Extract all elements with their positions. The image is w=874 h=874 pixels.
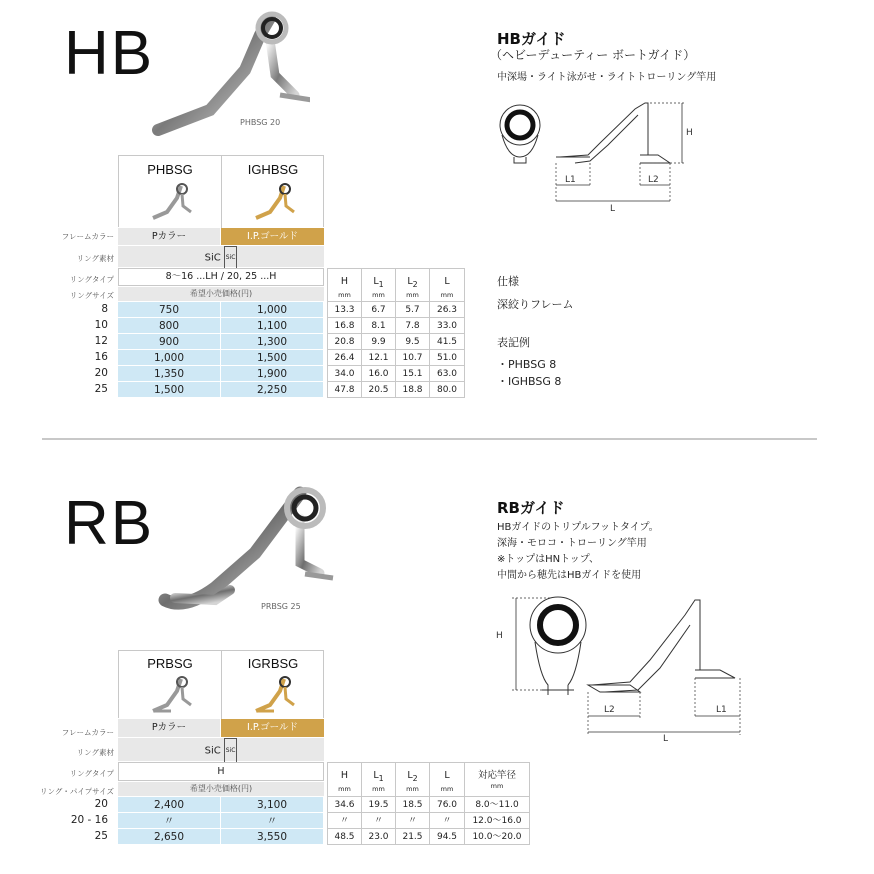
hb-dimension-diagram xyxy=(490,95,710,220)
hb-price-g: 2,250 xyxy=(221,382,324,398)
table-row xyxy=(328,813,530,829)
hb-g-thumb xyxy=(252,180,297,222)
rb-label-size: リング・パイプサイズ xyxy=(39,787,114,796)
hb-sic-badge: SiC xyxy=(224,246,238,269)
rb-dim-l2-head: $L_2$ mm xyxy=(396,763,430,797)
rb-size: 20 xyxy=(94,798,108,810)
rb-line-1: HBガイドのトリプルフットタイプ。 xyxy=(497,522,659,533)
rb-price-p: 2,400 xyxy=(118,797,221,813)
rb-sic-badge: SiC xyxy=(224,738,238,763)
hb-price-p: 750 xyxy=(118,302,221,318)
hb-dim-h: 20.8 xyxy=(328,334,362,350)
hb-price-p: 1,000 xyxy=(118,350,221,366)
rb-frame-p: Pカラー xyxy=(118,719,220,737)
hb-dim-l2-head: $L_2$ mm xyxy=(396,269,430,302)
rb-dim-l2: 〃 xyxy=(396,813,430,829)
hb-dim-l2: 7.8 xyxy=(396,318,430,334)
hb-usage: 中深場・ライト泳がせ・ライトトローリング竿用 xyxy=(497,72,717,83)
rb-photo-caption: PRBSG 25 xyxy=(261,602,301,611)
hb-dim-l2: 18.8 xyxy=(396,382,430,398)
rb-price-header: 希望小売価格(円) xyxy=(118,782,324,796)
rb-dim-l: 〃 xyxy=(430,813,465,829)
hb-price-g: 1,100 xyxy=(221,318,324,334)
hb-price-p: 900 xyxy=(118,334,221,350)
table-row xyxy=(328,350,465,366)
rb-price-p: 〃 xyxy=(118,813,221,829)
rb-diag-l2: L2 xyxy=(604,705,615,715)
hb-label-type: リングタイプ xyxy=(69,275,114,284)
hb-dim-l1: 8.1 xyxy=(362,318,396,334)
hb-frame-p: Pカラー xyxy=(118,228,220,245)
hb-dim-l-head: L mm xyxy=(430,269,465,302)
hb-dim-l2: 9.5 xyxy=(396,334,430,350)
rb-dim-l: 76.0 xyxy=(430,797,465,813)
hb-size: 16 xyxy=(94,351,108,363)
rb-dim-l1: 23.0 xyxy=(362,829,396,845)
hb-label-frame: フレームカラー xyxy=(61,232,114,241)
rb-price-g: 〃 xyxy=(221,813,324,829)
rb-title: RBガイド xyxy=(497,499,565,517)
hb-dim-l: 41.5 xyxy=(430,334,465,350)
rb-dim-l2: 21.5 xyxy=(396,829,430,845)
rb-price-p: 2,650 xyxy=(118,829,221,845)
hb-ring-type: 8～16 ...LH / 20, 25 ...H xyxy=(118,268,324,286)
rb-dim-h-head: H mm xyxy=(328,763,362,797)
hb-price-p: 800 xyxy=(118,318,221,334)
rb-dim-l1-head: $L_1$ mm xyxy=(362,763,396,797)
hb-dim-l1: 9.9 xyxy=(362,334,396,350)
section-divider xyxy=(42,438,817,440)
rb-g-thumb xyxy=(252,673,297,715)
hb-dim-h: 16.8 xyxy=(328,318,362,334)
hb-model-p: PHBSG xyxy=(147,162,193,177)
hb-dim-l: 33.0 xyxy=(430,318,465,334)
rb-label-type: リングタイプ xyxy=(69,769,114,778)
hb-dim-l2: 15.1 xyxy=(396,366,430,382)
hb-example-title: 表記例 xyxy=(497,336,530,349)
hb-dim-h: 34.0 xyxy=(328,366,362,382)
rb-dim-h: 34.6 xyxy=(328,797,362,813)
hb-dim-table xyxy=(327,268,465,398)
hb-dim-l: 63.0 xyxy=(430,366,465,382)
hb-example-1: ・PHBSG 8 xyxy=(497,358,557,371)
rb-dim-l1: 19.5 xyxy=(362,797,396,813)
hb-label-material: リング素材 xyxy=(76,254,114,263)
hb-model-header xyxy=(118,155,324,227)
rb-frame-g: I.P.ゴールド xyxy=(221,719,324,737)
hb-frame-g: I.P.ゴールド xyxy=(221,228,324,245)
rb-dim-rod: 8.0～11.0 xyxy=(465,797,530,813)
hb-diag-l: L xyxy=(610,204,616,214)
rb-dim-header xyxy=(328,763,530,797)
hb-size: 12 xyxy=(94,335,108,347)
hb-spec-value: 深絞りフレーム xyxy=(497,298,574,311)
rb-label-frame: フレームカラー xyxy=(61,728,114,737)
rb-model-g: IGRBSG xyxy=(247,656,299,671)
table-row xyxy=(328,302,465,318)
hb-guide-photo xyxy=(150,0,310,140)
rb-dim-table xyxy=(327,762,530,845)
hb-size: 10 xyxy=(94,319,108,331)
rb-size: 20 - 16 xyxy=(70,814,108,826)
table-row xyxy=(328,318,465,334)
hb-label-size: リングサイズ xyxy=(69,291,114,300)
hb-size: 20 xyxy=(94,367,108,379)
rb-line-4: 中間から穂先はHBガイドを使用 xyxy=(497,570,642,581)
table-row xyxy=(328,334,465,350)
rb-dim-l2: 18.5 xyxy=(396,797,430,813)
hb-dim-h-head: H mm xyxy=(328,269,362,302)
table-row xyxy=(328,829,530,845)
hb-dim-h: 26.4 xyxy=(328,350,362,366)
hb-dim-l: 51.0 xyxy=(430,350,465,366)
rb-dimension-diagram xyxy=(490,590,750,745)
hb-dim-l: 26.3 xyxy=(430,302,465,318)
rb-diag-l1: L1 xyxy=(716,705,727,715)
rb-dim-l1: 〃 xyxy=(362,813,396,829)
hb-dim-l: 80.0 xyxy=(430,382,465,398)
rb-ring-type: H xyxy=(118,762,324,781)
hb-dim-l2: 10.7 xyxy=(396,350,430,366)
hb-price-g: 1,900 xyxy=(221,366,324,382)
hb-dim-l1-head: $L_1$ mm xyxy=(362,269,396,302)
rb-model-header xyxy=(118,650,324,718)
hb-dim-l1: 12.1 xyxy=(362,350,396,366)
hb-dim-h: 47.8 xyxy=(328,382,362,398)
hb-model-g: IGHBSG xyxy=(247,162,299,177)
hb-price-g: 1,500 xyxy=(221,350,324,366)
rb-label-material: リング素材 xyxy=(76,748,114,757)
hb-size: 25 xyxy=(94,383,108,395)
hb-price-header: 希望小売価格(円) xyxy=(118,287,324,301)
rb-dim-rod: 10.0～20.0 xyxy=(465,829,530,845)
hb-price-p: 1,350 xyxy=(118,366,221,382)
hb-dim-header xyxy=(328,269,465,302)
rb-model-p: PRBSG xyxy=(147,656,193,671)
rb-line-2: 深海・モロコ・トローリング竿用 xyxy=(497,538,647,549)
hb-diag-l1: L1 xyxy=(565,175,576,185)
rb-dim-h: 〃 xyxy=(328,813,362,829)
hb-dim-l1: 6.7 xyxy=(362,302,396,318)
hb-photo-caption: PHBSG 20 xyxy=(240,118,281,127)
hb-diag-l2: L2 xyxy=(648,175,659,185)
hb-subtitle: （ヘビーデューティー ボートガイド） xyxy=(490,48,696,62)
rb-line-3: ※トップはHNトップ、 xyxy=(497,554,599,565)
hb-size: 8 xyxy=(101,303,108,315)
rb-price-g: 3,550 xyxy=(221,829,324,845)
rb-dim-h: 48.5 xyxy=(328,829,362,845)
hb-title: HBガイド xyxy=(497,30,566,48)
rb-price-g: 3,100 xyxy=(221,797,324,813)
rb-dim-l: 94.5 xyxy=(430,829,465,845)
rb-code: RB xyxy=(64,489,155,558)
rb-guide-photo xyxy=(155,478,335,618)
rb-dim-l-head: L mm xyxy=(430,763,465,797)
hb-dim-l2: 5.7 xyxy=(396,302,430,318)
hb-dim-l1: 20.5 xyxy=(362,382,396,398)
hb-price-g: 1,300 xyxy=(221,334,324,350)
rb-size: 25 xyxy=(94,830,108,842)
rb-diag-l: L xyxy=(663,734,669,744)
hb-price-g: 1,000 xyxy=(221,302,324,318)
rb-p-thumb xyxy=(149,673,194,715)
rb-diag-h: H xyxy=(496,631,503,641)
table-row xyxy=(328,366,465,382)
rb-material-text: SiC xyxy=(204,745,221,757)
hb-material xyxy=(118,246,324,267)
hb-p-thumb xyxy=(149,180,194,222)
table-row xyxy=(328,382,465,398)
table-row xyxy=(328,797,530,813)
hb-dim-l1: 16.0 xyxy=(362,366,396,382)
hb-spec-title: 仕様 xyxy=(497,275,519,288)
rb-dim-rod-head: 対応竿径 mm xyxy=(465,763,530,797)
rb-material xyxy=(118,738,324,761)
rb-dim-rod: 12.0～16.0 xyxy=(465,813,530,829)
hb-material-text: SiC xyxy=(204,252,221,264)
hb-dim-h: 13.3 xyxy=(328,302,362,318)
hb-example-2: ・IGHBSG 8 xyxy=(497,375,562,388)
hb-code: HB xyxy=(64,19,155,88)
hb-diag-h: H xyxy=(686,128,693,138)
hb-price-p: 1,500 xyxy=(118,382,221,398)
